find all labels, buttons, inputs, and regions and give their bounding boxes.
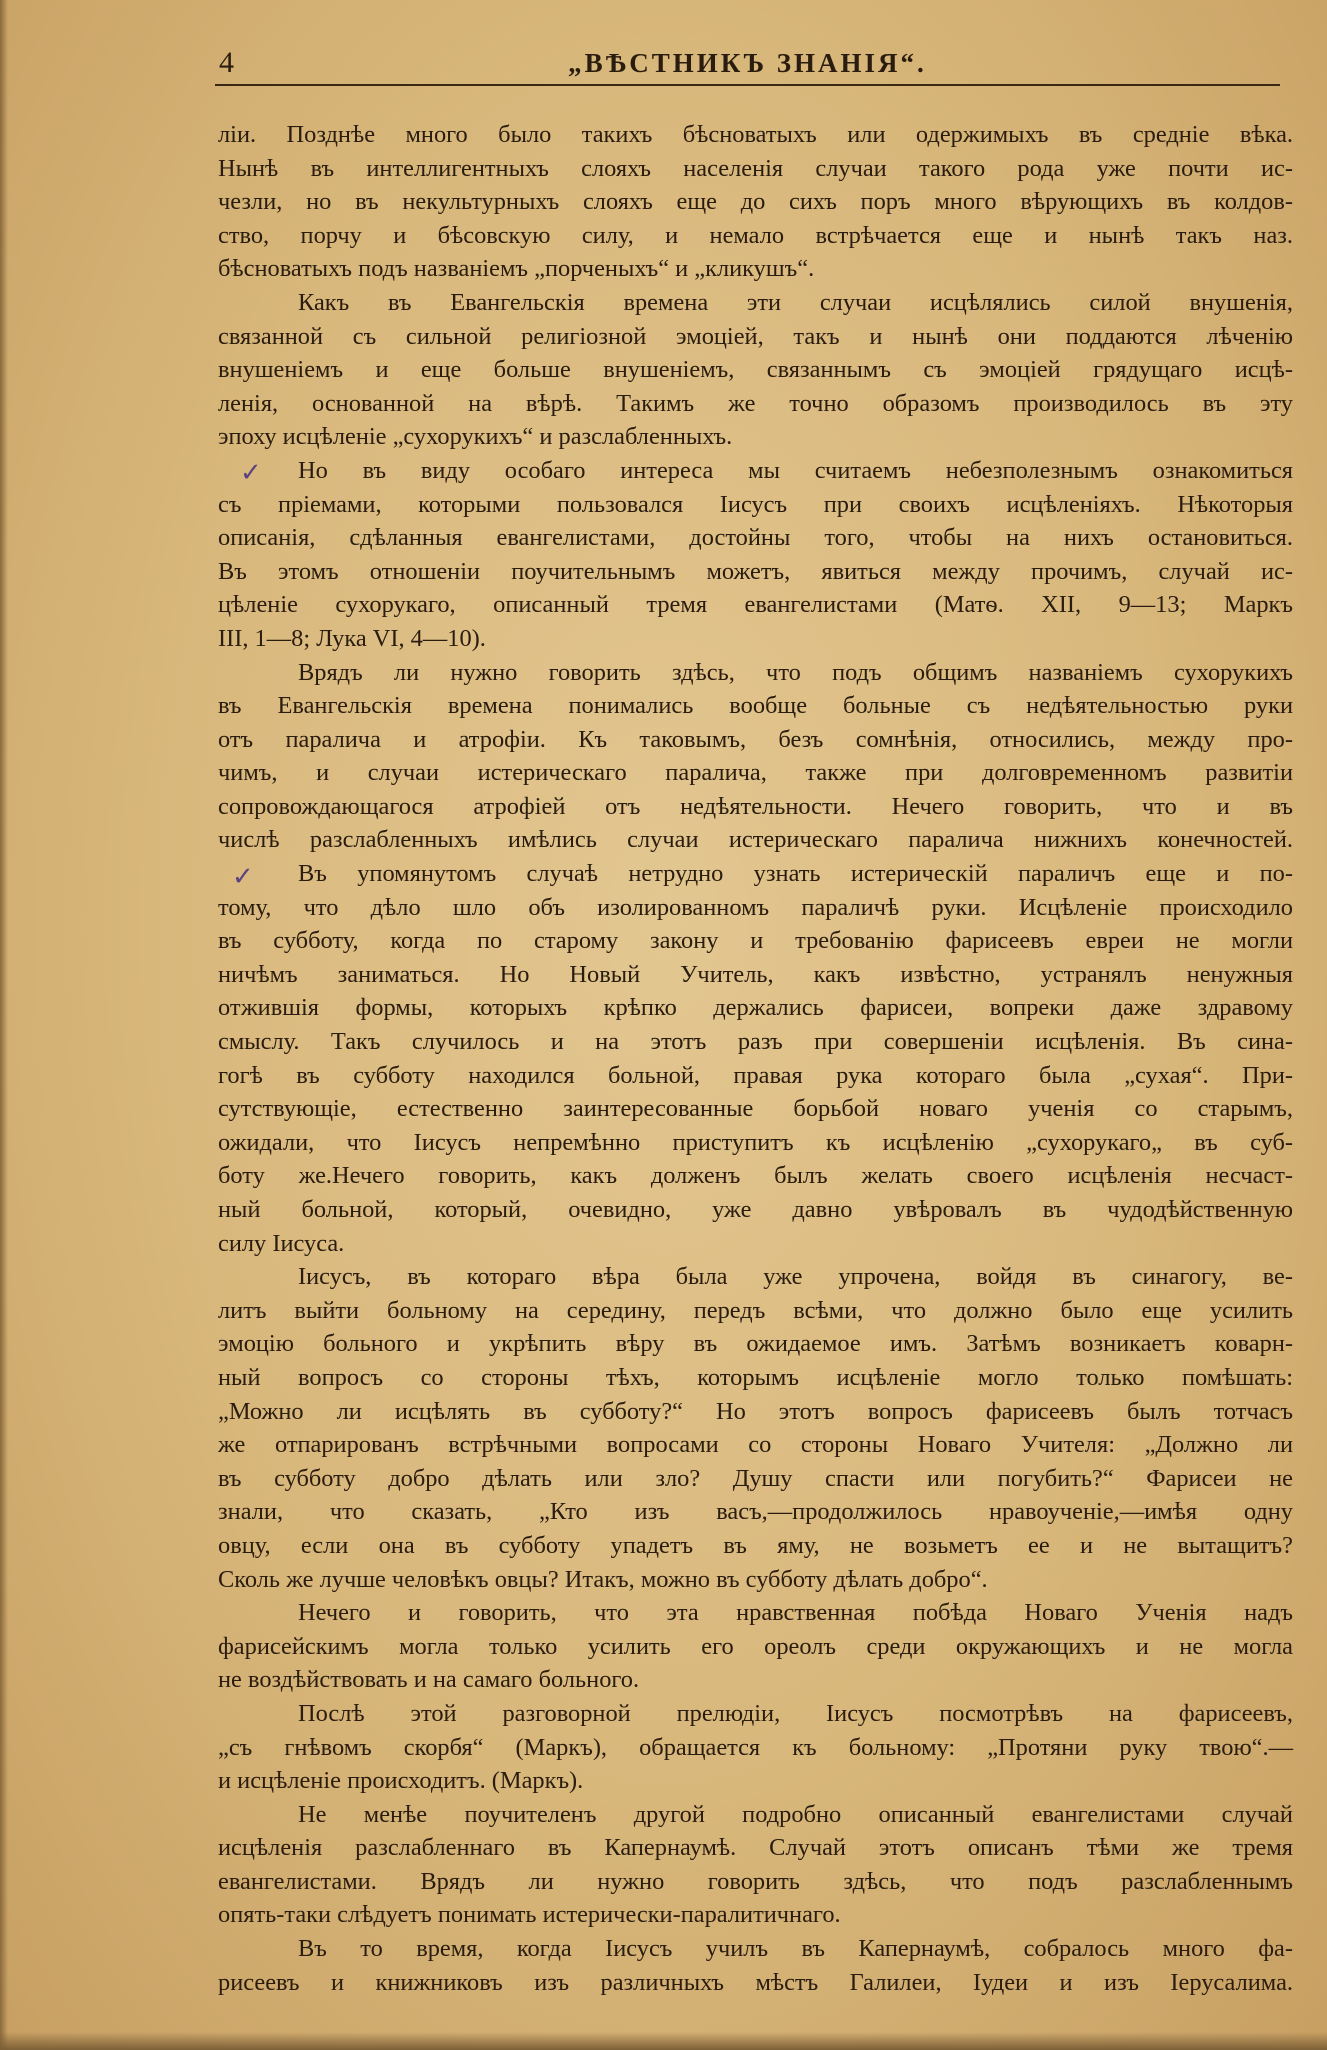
text-line: сопровождающагося атрофіей отъ недѣятельности. Нечего говорить, что и въ bbox=[218, 792, 1293, 820]
margin-checkmark: ✓ bbox=[240, 458, 262, 488]
text-line: Въ упомянутомъ случаѣ нетрудно узнать истерическій параличъ еще и по- bbox=[298, 860, 1293, 888]
text-line: Какъ въ Евангельскія времена эти случаи исцѣлялись силой внушенія, bbox=[298, 288, 1293, 316]
text-line: отъ паралича и атрофіи. Къ таковымъ, безъ сомнѣнія, относились, между про- bbox=[218, 725, 1293, 753]
text-line: фарисейскимъ могла только усилить его ореолъ среди окружающихъ и не могла bbox=[218, 1632, 1293, 1660]
text-line: гогѣ въ субботу находился больной, правая рука котораго была „сухая“. При- bbox=[218, 1061, 1293, 1089]
text-line: III, 1—8; Лука VI, 4—10). bbox=[218, 624, 486, 652]
text-line: сутствующіе, естественно заинтересованные борьбой новаго ученія со старымъ, bbox=[218, 1095, 1293, 1123]
text-line: чезли, но въ некультурныхъ слояхъ еще до сихъ поръ много вѣрующихъ въ колдов- bbox=[218, 188, 1293, 216]
text-line: отжившія формы, которыхъ крѣпко держались фарисеи, вопреки даже здравому bbox=[218, 994, 1293, 1022]
text-line: внушеніемъ и еще больше внушеніемъ, связаннымъ съ эмоціей грядущаго исцѣ- bbox=[218, 356, 1293, 384]
text-line: „съ гнѣвомъ скорбя“ (Маркъ), обращается къ больному: „Протяни руку твою“.— bbox=[218, 1733, 1293, 1761]
text-line: евангелистами. Врядъ ли нужно говорить здѣсь, что подъ разслабленнымъ bbox=[218, 1867, 1293, 1895]
page-number: 4 bbox=[219, 46, 234, 79]
text-line: Но въ виду особаго интереса мы считаемъ небезполезнымъ ознакомиться bbox=[298, 456, 1293, 484]
text-line: тому, что дѣло шло объ изолированномъ параличѣ руки. Исцѣленіе происходило bbox=[218, 893, 1293, 921]
running-title: „ВѢСТНИКЪ ЗНАНІЯ“. bbox=[568, 48, 927, 78]
text-line: бѣсноватыхъ подъ названіемъ „порченыхъ“ и „кликушъ“. bbox=[218, 255, 815, 283]
text-line: силу Іисуса. bbox=[218, 1229, 345, 1257]
text-line: съ пріемами, которыми пользовался Іисусъ при своихъ исцѣленіяхъ. Нѣкоторыя bbox=[218, 490, 1293, 518]
text-line: эпоху исцѣленіе „сухорукихъ“ и разслабленныхъ. bbox=[218, 423, 733, 451]
page-header bbox=[215, 38, 1280, 86]
text-line: ожидали, что Іисусъ непремѣнно приступитъ къ исцѣленію „сухорукаго„ въ суб- bbox=[218, 1128, 1293, 1156]
text-line: Въ то время, когда Іисусъ училъ въ Капернаумѣ, собралось много фа- bbox=[298, 1935, 1293, 1963]
text-line: ничѣмъ заниматься. Но Новый Учитель, какъ извѣстно, устранялъ ненужныя bbox=[218, 960, 1293, 988]
text-line: опять-таки слѣдуетъ понимать истерически-паралитичнаго. bbox=[218, 1901, 841, 1929]
text-line: Врядъ ли нужно говорить здѣсь, что подъ общимъ названіемъ сухорукихъ bbox=[298, 658, 1293, 686]
body-text bbox=[218, 118, 1293, 1999]
text-line: Въ этомъ отношеніи поучительнымъ можетъ, явиться между прочимъ, случай ис- bbox=[218, 557, 1293, 585]
text-line: въ субботу, когда по старому закону и требованію фарисеевъ евреи не могли bbox=[218, 927, 1293, 955]
text-line: не воздѣйствовать и на самаго больного. bbox=[218, 1666, 640, 1694]
text-line: Не менѣе поучителенъ другой подробно описанный евангелистами случай bbox=[298, 1800, 1293, 1828]
text-line: эмоцію больного и укрѣпить вѣру въ ожидаемое имъ. Затѣмъ возникаетъ коварн- bbox=[218, 1330, 1293, 1358]
text-line: ный больной, который, очевидно, уже давно увѣровалъ въ чудодѣйственную bbox=[218, 1196, 1293, 1223]
text-line: ный вопросъ со стороны тѣхъ, которымъ исцѣленіе могло только помѣшать: bbox=[218, 1363, 1293, 1391]
text-line: чимъ, и случаи истерическаго паралича, также при долговременномъ развитіи bbox=[218, 759, 1293, 787]
text-line: описанія, сдѣланныя евангелистами, достойны того, чтобы на нихъ остановиться. bbox=[218, 524, 1293, 552]
text-line: „Можно ли исцѣлять въ субботу?“ Но этотъ вопросъ фарисеевъ былъ тотчасъ bbox=[218, 1397, 1293, 1425]
text-line: Нечего и говорить, что эта нравственная побѣда Новаго Ученія надъ bbox=[298, 1599, 1293, 1627]
text-line: же отпарированъ встрѣчными вопросами со стороны Новаго Учителя: „Должно ли bbox=[218, 1431, 1293, 1459]
text-line: ленія, основанной на вѣрѣ. Такимъ же точно образомъ производилось въ эту bbox=[218, 389, 1293, 417]
text-line: связанной съ сильной религіозной эмоціей, такъ и нынѣ они поддаются лѣченію bbox=[218, 322, 1293, 350]
text-line: литъ выйти больному на середину, передъ всѣми, что должно было еще усилить bbox=[218, 1296, 1293, 1324]
text-line: боту же.Нечего говорить, какъ долженъ былъ желать своего исцѣленія несчаст- bbox=[218, 1162, 1293, 1190]
page-bottom-shadow bbox=[0, 2032, 1327, 2050]
text-line: Іисусъ, въ котораго вѣра была уже упрочена, войдя въ синагогу, ве- bbox=[298, 1263, 1293, 1291]
text-line: числѣ разслабленныхъ имѣлись случаи истерическаго паралича нижнихъ конечностей. bbox=[218, 826, 1293, 854]
text-line: Нынѣ въ интеллигентныхъ слояхъ населенія случаи такого рода уже почти ис- bbox=[218, 154, 1293, 182]
text-line: цѣленіе сухорукаго, описанный тремя евангелистами (Матѳ. XII, 9—13; Маркъ bbox=[218, 591, 1293, 619]
page-edge-shadow bbox=[0, 0, 8, 2050]
text-line: знали, что сказать, „Кто изъ васъ,—продолжилось нравоученіе,—имѣя одну bbox=[218, 1498, 1293, 1526]
text-line: рисеевъ и книжниковъ изъ различныхъ мѣстъ Галилеи, Іудеи и изъ Іерусалима. bbox=[218, 1968, 1293, 1996]
text-line: исцѣленія разслабленнаго въ Капернаумѣ. Случай этотъ описанъ тѣми же тремя bbox=[218, 1834, 1293, 1862]
text-line: овцу, если она въ субботу упадетъ въ яму, не возьметъ ее и не вытащитъ? bbox=[218, 1531, 1293, 1559]
text-line: въ субботу добро дѣлать или зло? Душу спасти или погубить?“ Фарисеи не bbox=[218, 1464, 1293, 1492]
text-line: смыслу. Такъ случилось и на этотъ разъ при совершеніи исцѣленія. Въ сина- bbox=[218, 1028, 1293, 1056]
text-line: ліи. Позднѣе много было такихъ бѣсноватыхъ или одержимыхъ въ средніе вѣка. bbox=[218, 121, 1293, 148]
text-line: въ Евангельскія времена понимались вообще больные съ недѣятельностью руки bbox=[218, 692, 1293, 720]
text-line: Послѣ этой разговорной прелюдіи, Іисусъ посмотрѣвъ на фарисеевъ, bbox=[298, 1699, 1293, 1727]
text-line: и исцѣленіе происходитъ. (Маркъ). bbox=[218, 1767, 584, 1795]
text-line: Сколь же лучше человѣкъ овцы? Итакъ, можно въ субботу дѣлать добро“. bbox=[218, 1565, 988, 1593]
margin-checkmark: ✓ bbox=[232, 862, 254, 892]
text-line: ство, порчу и бѣсовскую силу, и немало встрѣчается еще и нынѣ такъ наз. bbox=[218, 221, 1293, 249]
